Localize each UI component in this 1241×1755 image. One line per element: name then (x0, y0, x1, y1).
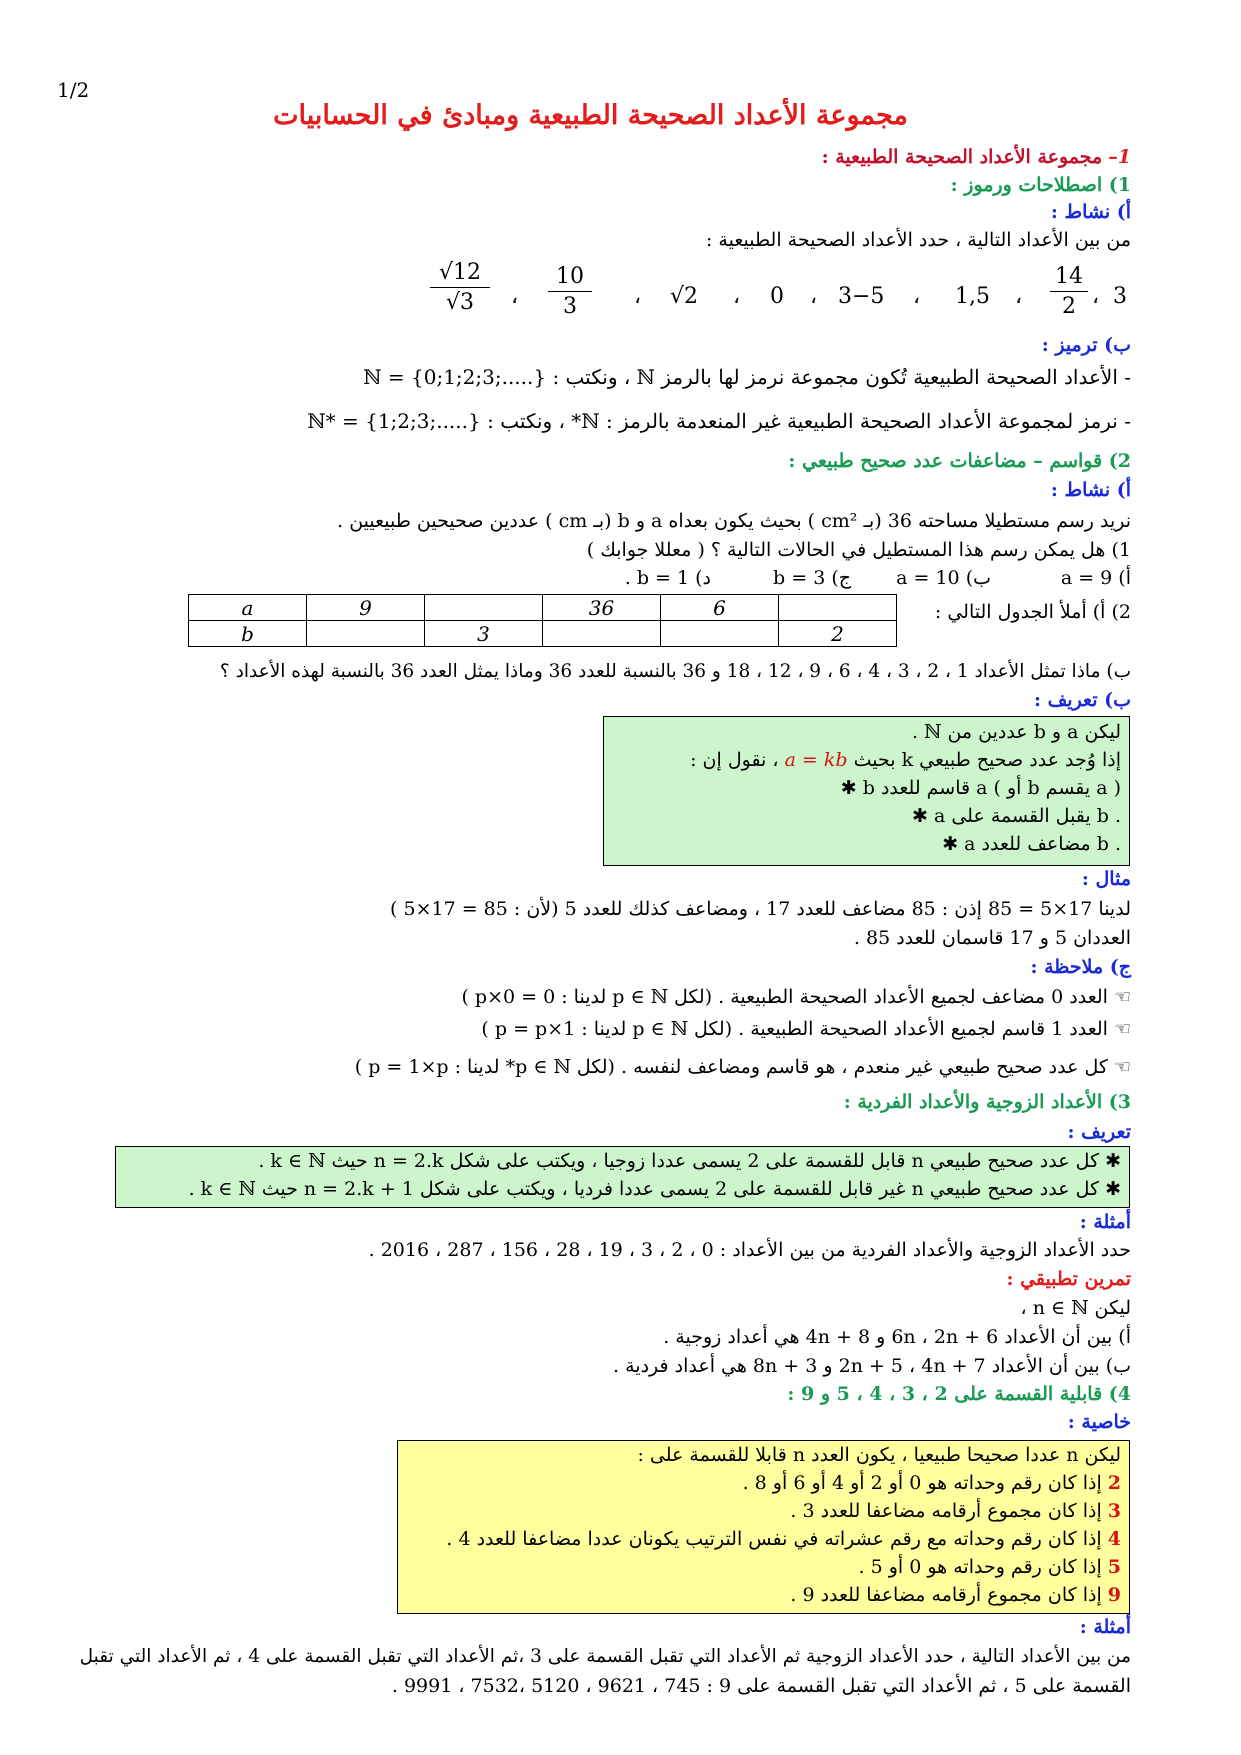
examples-4-line-2: القسمة على 5 ، ثم الأعداد التي تقبل القسمة على 9 : 745 ، 9621 ، 5120 ،7532 ، 9991 . (391, 1675, 1131, 1697)
number-3-minus-5: 3−5 (838, 284, 885, 309)
table-cell: a (189, 595, 307, 621)
notation-line-1: - الأعداد الصحيحة الطبيعية تُكون مجموعة نرمز لها بالرمز ℕ ، ونكتب : ℕ = {0;1;2;3;.....} (363, 365, 1131, 389)
table-cell: b (189, 621, 307, 647)
example-heading: مثال : (1081, 868, 1131, 890)
remark-line-3: ☜ كل عدد صحيح طبيعي غير منعدم ، هو قاسم ومضاعف لنفسه . (لكل p ∈ ℕ* لدينا : p = 1×p ) (354, 1056, 1131, 1078)
number-0: 0 (770, 284, 784, 309)
exercise-line-2: أ) بين أن الأعداد 6n ، 2n + 6 و 4n + 8 هي أعداد زوجية . (663, 1326, 1131, 1348)
rule-5: 5 إذا كان رقم وحداته هو 0 أو 5 . (858, 1556, 1121, 1578)
remark-heading: ج) ملاحظة : (1030, 956, 1131, 978)
notation-heading: ب) ترميز : (1041, 334, 1131, 356)
section-4-heading: 4) قابلية القسمة على 2 ، 3 ، 4 ، 5 و 9 : (787, 1383, 1131, 1405)
question-b: ب) ماذا تمثل الأعداد 1 ، 2 ، 3 ، 4 ، 6 ، 9 ، 12 ، 18 و 36 بالنسبة للعدد 36 وماذا يمثل العدد 36 بالنسبة لهذه الأعداد ؟ (219, 661, 1131, 682)
table-cell (307, 621, 425, 647)
fraction-10-3: 10 3 (548, 264, 592, 319)
table-row (189, 621, 897, 647)
fraction-sqrt12-sqrt3: √12 √3 (430, 260, 490, 315)
remark-line-2: ☜ العدد 1 قاسم لجميع الأعداد الصحيحة الطبيعية . (لكل p ∈ ℕ لدينا : p = p×1 ) (481, 1018, 1131, 1040)
case-b: ب) a = 10 (896, 567, 991, 589)
examples-3-heading: أمثلة : (1079, 1211, 1131, 1233)
table-cell: 36 (543, 595, 661, 621)
activity-2-line-2: 1) هل يمكن رسم هذا المستطيل في الحالات التالية ؟ ( معللا جوابك ) (586, 539, 1131, 561)
examples-3-text: حدد الأعداد الزوجية والأعداد الفردية من بين الأعداد : 0 ، 2 ، 3 ، 19 ، 28 ، 156 ، 287 ، 2016 . (368, 1239, 1131, 1261)
definition-heading: ب) تعريف : (1033, 689, 1131, 711)
table-cell (425, 595, 543, 621)
exercise-line-3: ب) بين أن الأعداد 2n + 5 ، 4n + 7 و 8n + 3 هي أعداد فردية . (613, 1355, 1131, 1377)
section-2-heading: 2) قواسم – مضاعفات عدد صحيح طبيعي : (788, 450, 1131, 472)
exercise-heading: تمرين تطبيقي : (1006, 1268, 1131, 1290)
table-cell: 2 (779, 621, 897, 647)
number-3: 3 (1113, 284, 1127, 309)
fill-table-instruction: 2) أ) أملأ الجدول التالي : (934, 601, 1131, 623)
divisibility-property-box: ليكن n عددا صحيحا طبيعيا ، يكون العدد n قابلا للقسمة على : 2 إذا كان رقم وحداته هو 0 أو 2 أو 4 أو 6 أو 8 . 3 إذا كان مجموع أرقامه مضاعفا للعدد 3 . 4 إذا كان رقم وحداته مع رقم عشراته في نفس الترتيب يكونان عددا مضاعفا للعدد 4 . 5 إذا كان رقم وحداته هو 0 أو 5 . 9 إذا كان مجموع أرقامه مضاعفا للعدد 9 . (397, 1440, 1130, 1614)
even-odd-definition-box: ✱ كل عدد صحيح طبيعي n قابل للقسمة على 2 يسمى عددا زوجيا ، ويكتب على شكل n = 2.k حيث k ∈ ℕ . ✱ كل عدد صحيح طبيعي n غير قابل للقسمة على 2 يسمى عددا فرديا ، ويكتب على شكل n = 2.k + 1 حيث k ∈ ℕ . (115, 1146, 1130, 1208)
table-cell: 6 (661, 595, 779, 621)
rule-2: 2 إذا كان رقم وحداته هو 0 أو 2 أو 4 أو 6 أو 8 . (742, 1472, 1121, 1494)
document-page: 1/2 مجموعة الأعداد الصحيحة الطبيعية ومبادئ في الحسابيات 1– مجموعة الأعداد الصحيحة الطبيعية : 1) اصطلاحات ورموز : أ) نشاط : من بين الأعداد التالية ، حدد الأعداد الصحيحة الطبيعية : 3 ، 14 2 ، 1,5 ، 3−5 ، 0 ، √2 ، 10 3 ، √12 √3 ب) ترميز : - الأعداد الصحيحة الطبيعية تُكون مجموعة نرمز لها بالرمز ℕ ، ونكتب : ℕ = {0;1;2;3;.....} - نرمز لمجموعة الأعداد الصحيحة الطبيعية غير المنعدمة بالرمز : ℕ* ، ونكتب : ℕ* = {1;2;3;.....} 2) قواسم – مضاعفات عدد صحيح طبيعي : أ) نشاط : نريد رسم مستطيلا مساحته 36 (بـ cm² ) بحيث يكون بعداه a و b (بـ cm ) عددين صحيحين طبيعيين . 1) هل يمكن رسم هذا المستطيل في الحالات التالية ؟ ( معللا جوابك ) أ) a = 9 ب) a = 10 ج) b = 3 د) b = 1 . 2) أ) أملأ الجدول التالي : a 9 36 6 b 3 2 ب) ماذا تمثل الأعداد 1 ، 2 ، 3 ، 4 ، 6 ، 9 ، 12 ، 18 و 36 بالنسبة للعدد 36 وماذا يمثل العدد 36 بالنسبة لهذه الأعداد ؟ ب) تعريف : ليكن a و b عددين من ℕ . إذا وُجد عدد صحيح طبيعي k بحيث a = kb ، نقول إن : ✱ b قاسم للعدد a ( أو b يقسم a ) ✱ a يقبل القسمة على b . ✱ a مضاعف للعدد b . مثال : لدينا 17×5 = 85 إذن : 85 مضاعف للعدد 17 ، ومضاعف كذلك للعدد 5 (لأن : 85 = 17×5 ) العددان 5 و 17 قاسمان للعدد 85 . ج) ملاحظة : ☜ العدد 0 مضاعف لجميع الأعداد الصحيحة الطبيعية . (لكل p ∈ ℕ لدينا : 0 = 0×p ) ☜ العدد 1 قاسم لجميع الأعداد الصحيحة الطبيعية . (لكل p ∈ ℕ لدينا : p = p×1 ) ☜ كل عدد صحيح طبيعي غير منعدم ، هو قاسم ومضاعف لنفسه . (لكل p ∈ ℕ* لدينا : p = 1×p ) 3) الأعداد الزوجية والأعداد الفردية : تعريف : ✱ كل عدد صحيح طبيعي n قابل للقسمة على 2 يسمى عددا زوجيا ، ويكتب على شكل n = 2.k حيث k ∈ ℕ . ✱ كل عدد صحيح طبيعي n غير قابل للقسمة على 2 يسمى عددا فرديا ، ويكتب على شكل n = 2.k + 1 حيث k ∈ ℕ . أمثلة : حدد الأعداد الزوجية والأعداد الفردية من بين الأعداد : 0 ، 2 ، 3 ، 19 ، 28 ، 156 ، 287 ، 2016 . تمرين تطبيقي : ليكن n ∈ ℕ ، أ) بين أن الأعداد 6n ، 2n + 6 و 4n + 8 هي أعداد زوجية . ب) بين أن الأعداد 2n + 5 ، 4n + 7 و 8n + 3 هي أعداد فردية . 4) قابلية القسمة على 2 ، 3 ، 4 ، 5 و 9 : خاصية : ليكن n عددا صحيحا طبيعيا ، يكون العدد n قابلا للقسمة على : 2 إذا كان رقم وحداته هو 0 أو 2 أو 4 أو 6 أو 8 . 3 إذا كان مجموع أرقامه مضاعفا للعدد 3 . 4 إذا كان رقم وحداته مع رقم عشراته في نفس الترتيب يكونان عددا مضاعفا للعدد 4 . 5 إذا كان رقم وحداته هو 0 أو 5 . 9 إذا كان مجموع أرقامه مضاعفا للعدد 9 . أمثلة : من بين الأعداد التالية ، حدد الأعداد الزوجية ثم الأعداد التي تقبل القسمة على 3 ،ثم الأعداد التي تقبل القسمة على 4 ، ثم الأعداد التي تقبل القسمة على 5 ، ثم الأعداد التي تقبل القسمة على 9 : 745 ، 9621 ، 5120 ،7532 ، 9991 . (0, 0, 1241, 1755)
activity-2-line-1: نريد رسم مستطيلا مساحته 36 (بـ cm² ) بحيث يكون بعداه a و b (بـ cm ) عددين صحيحين طبيعيين . (337, 510, 1131, 532)
rule-3: 3 إذا كان مجموع أرقامه مضاعفا للعدد 3 . (790, 1500, 1121, 1522)
dimensions-table (188, 594, 897, 647)
subsection-notation-heading: 1) اصطلاحات ورموز : (950, 174, 1131, 196)
table-cell (661, 621, 779, 647)
activity-heading: أ) نشاط : (1050, 201, 1131, 223)
table-row (189, 595, 897, 621)
activity-text: من بين الأعداد التالية ، حدد الأعداد الصحيحة الطبيعية : (705, 229, 1131, 251)
case-c: ج) b = 3 (773, 567, 851, 589)
property-heading: خاصية : (1067, 1411, 1131, 1433)
page-title: مجموعة الأعداد الصحيحة الطبيعية ومبادئ في الحسابيات (273, 100, 908, 131)
examples-4-heading: أمثلة : (1079, 1616, 1131, 1638)
examples-4-line-1: من بين الأعداد التالية ، حدد الأعداد الزوجية ثم الأعداد التي تقبل القسمة على 3 ،ثم الأعداد التي تقبل القسمة على 4 ، ثم الأعداد التي تقبل (79, 1646, 1131, 1667)
fraction-14-2: 14 2 (1050, 264, 1088, 319)
section-1-heading: 1– مجموعة الأعداد الصحيحة الطبيعية : (821, 146, 1131, 168)
activity-2-heading: أ) نشاط : (1050, 479, 1131, 501)
remark-line-1: ☜ العدد 0 مضاعف لجميع الأعداد الصحيحة الطبيعية . (لكل p ∈ ℕ لدينا : 0 = 0×p ) (461, 986, 1131, 1008)
table-cell (543, 621, 661, 647)
definition-3-heading: تعريف : (1067, 1121, 1131, 1143)
number-1-5: 1,5 (955, 284, 990, 309)
example-line-2: العددان 5 و 17 قاسمان للعدد 85 . (853, 927, 1131, 949)
case-a: أ) a = 9 (1060, 567, 1131, 589)
rule-9: 9 إذا كان مجموع أرقامه مضاعفا للعدد 9 . (790, 1584, 1121, 1606)
rule-4: 4 إذا كان رقم وحداته مع رقم عشراته في نفس الترتيب يكونان عددا مضاعفا للعدد 4 . (446, 1528, 1121, 1550)
exercise-line-1: ليكن n ∈ ℕ ، (1020, 1297, 1131, 1319)
example-line-1: لدينا 17×5 = 85 إذن : 85 مضاعف للعدد 17 ، ومضاعف كذلك للعدد 5 (لأن : 85 = 17×5 ) (390, 898, 1131, 920)
table-cell: 9 (307, 595, 425, 621)
page-number: 1/2 (57, 78, 90, 102)
definition-box: ليكن a و b عددين من ℕ . إذا وُجد عدد صحيح طبيعي k بحيث a = kb ، نقول إن : ✱ b قاسم للعدد a ( أو b يقسم a ) ✱ a يقبل القسمة على b . ✱ a مضاعف للعدد b . (603, 716, 1130, 866)
notation-line-2: - نرمز لمجموعة الأعداد الصحيحة الطبيعية غير المنعدمة بالرمز : ℕ* ، ونكتب : ℕ* = {1;2;3;.....} (307, 409, 1131, 433)
number-sqrt2: √2 (670, 284, 699, 309)
section-3-heading: 3) الأعداد الزوجية والأعداد الفردية : (843, 1091, 1131, 1113)
table-cell: 3 (425, 621, 543, 647)
case-d: د) b = 1 . (624, 567, 711, 589)
table-cell (779, 595, 897, 621)
